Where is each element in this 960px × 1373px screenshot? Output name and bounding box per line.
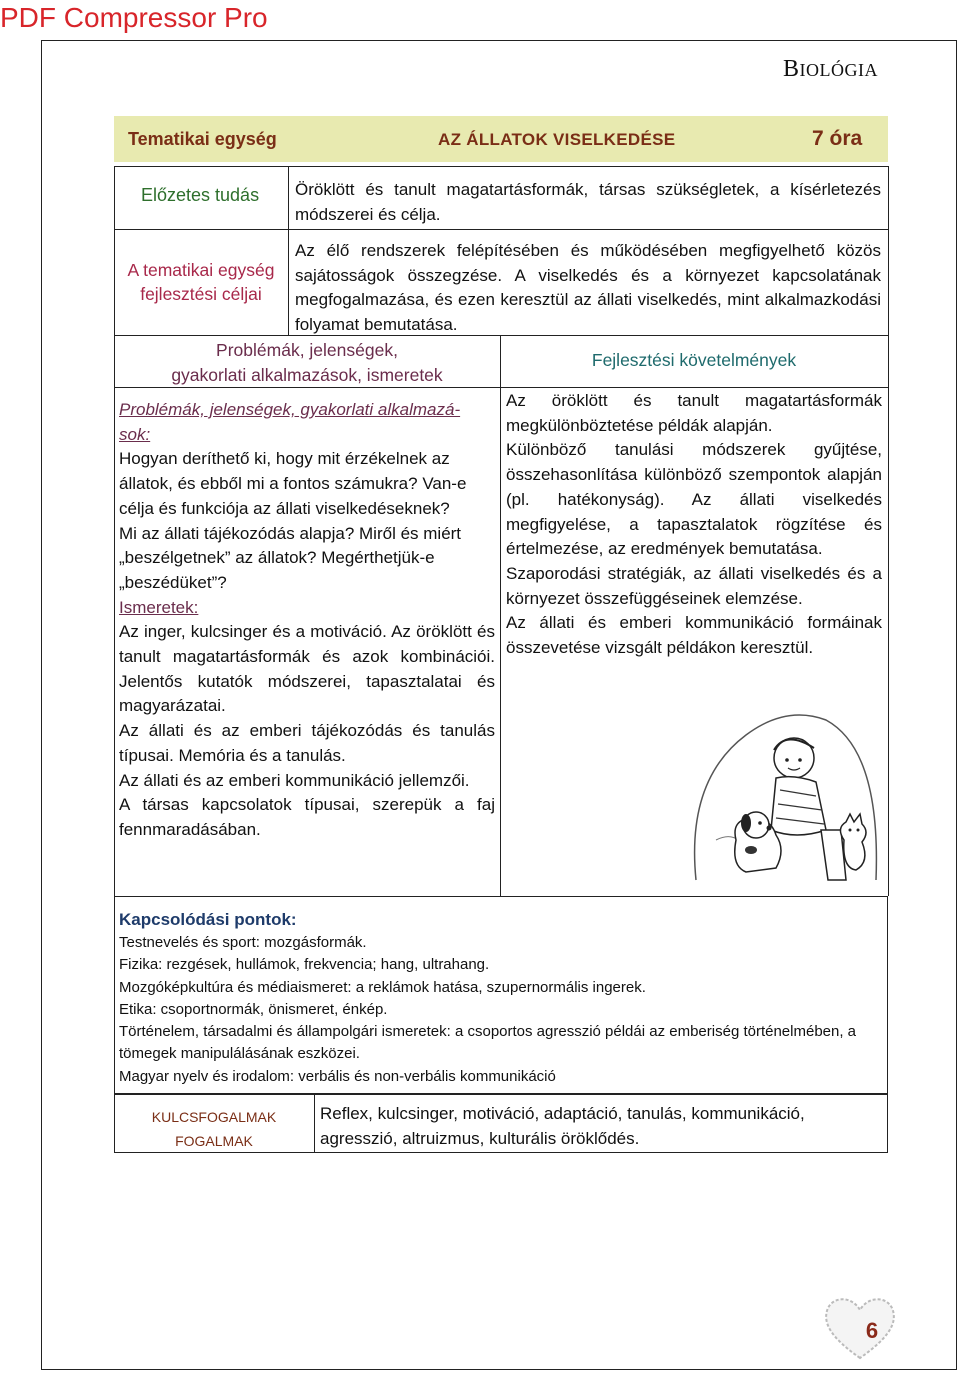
requirement-1: Az öröklött és tanult magatartásformák megkülönböztetése példák alapján. (506, 391, 882, 435)
rule (114, 166, 888, 167)
cat-eye (857, 829, 860, 832)
connection-item: Mozgóképkultúra és médiaismeret: a reklámok hatása, szupernormális ingerek. (119, 978, 646, 996)
knowledge-3: Az állati és az emberi kommunikáció jellemzői. (119, 770, 470, 790)
requirement-2: Különböző tanulási módszerek gyűjtése, összehasonlítása különböző szempontok alapján (pl. hatékonyság). Az állati viselkedés megfigyelése, a tapasztalatok rögzítése és értelmezése, az eredmények bemutatása. (506, 440, 882, 559)
rule (114, 387, 888, 388)
left-header-line1: Problémák, jelenségek, (216, 340, 398, 360)
knowledge-1: Az inger, kulcsinger és a motiváció. Az öröklött és tanult magatartásformák és azok kombinációi. Jelentős kutatók módszerei, tapasztalatai és magyarázatai. (119, 622, 495, 716)
connection-item: Testnevelés és sport: mozgásformák. (119, 934, 367, 951)
prior-knowledge-text: Öröklött és tanult magatartásformák, társas szükségletek, a kísérletezés módszerei és célja. (295, 180, 881, 224)
left-column-header (114, 338, 500, 387)
connection-item: Magyar nyelv és irodalom: verbális és non-verbális kommunikáció (119, 1067, 556, 1085)
goals-label-line2: fejlesztési céljai (140, 284, 262, 304)
requirement-3: Szaporodási stratégiák, az állati viselkedés és a környezet összefüggéseinek elemzése. (506, 563, 882, 608)
child-eye (785, 758, 789, 762)
child-shirt (771, 777, 826, 835)
connections-section (119, 908, 879, 1088)
goals-text: Az élő rendszerek felépítésében és működésében megfigyelhető közös sajátosságok összegzése. A viselkedés és a környezet kapcsolatának megfogalmazása, és ezen keresztül az állati viselkedés, mint alkalmazkodási folyamat bemutatása. (295, 241, 881, 334)
dog-nose (767, 826, 772, 831)
problems-text-2: Mi az állati tájékozódás alapja? Miről és miért „beszélgetnek” az állatok? Megérthetjük-e „beszédüket”? (119, 523, 462, 592)
dog-eye (758, 821, 762, 825)
right-column-body (506, 389, 882, 661)
rule (114, 229, 888, 230)
child-eye (798, 758, 802, 762)
unit-hours: 7 óra (812, 127, 863, 150)
subject-title (783, 56, 878, 83)
unit-title: AZ ÁLLATOK VISELKEDÉSE (438, 130, 676, 149)
rule (314, 1094, 315, 1153)
app-banner: PDF Compressor Pro (0, 2, 268, 33)
rule (500, 335, 501, 896)
knowledge-4: A társas kapcsolatok típusai, szerepük a faj fennmaradásában. (119, 795, 495, 839)
subject-rest: IOLÓGIA (799, 60, 878, 80)
subject-initial: B (783, 56, 800, 82)
prior-knowledge-label: Előzetes tudás (141, 185, 260, 205)
connection-item: Etika: csoportnormák, önismeret, énkép. (119, 1000, 388, 1018)
rule (288, 166, 289, 335)
unit-label: Tematikai egység (128, 129, 277, 149)
requirement-4: Az állati és emberi kommunikáció formáinak összevetése vizsgált példákon keresztül. (506, 613, 882, 658)
child-with-pets-illustration (676, 690, 890, 890)
keywords-text: Reflex, kulcsinger, motiváció, adaptáció, tanulás, kommunikáció, agresszió, altruizmus, kulturális öröklődés. (320, 1104, 805, 1148)
keywords-label-line2: FOGALMAK (175, 1133, 253, 1149)
left-header-line2: gyakorlati alkalmazások, ismeretek (171, 364, 443, 385)
connection-item: Fizika: rezgések, hullámok, frekvencia; hang, ultrahang. (119, 956, 490, 974)
goals-label-line1: A tematikai egység (127, 260, 275, 280)
right-column-header: Fejlesztési követelmények (591, 350, 797, 370)
page-number: 6 (865, 1318, 879, 1343)
knowledge-heading: Ismeretek: (119, 597, 199, 617)
connection-item: Történelem, társadalmi és állampolgári ismeretek: a csoportos agresszió példái az emberiség történelmében, a tömegek manipulálásának eszközei. (119, 1023, 857, 1063)
dog-ear (741, 814, 751, 832)
keywords-label (114, 1105, 314, 1153)
keywords-label-line1: KULCSFOGALMAK (151, 1109, 277, 1125)
left-column-body (119, 398, 495, 843)
dog-spot (745, 846, 757, 854)
problems-text-1: Hogyan deríthető ki, hogy mit érzékelnek az állatok, és ebből mi a fontos számukra? Van-e célja és funkciója az állati viselkedéseknek? (119, 449, 467, 518)
problems-heading: Problémák, jelenségek, gyakorlati alkalmazá- sok: (119, 400, 461, 444)
cat-eye (849, 829, 852, 832)
goals-label (114, 258, 288, 306)
connections-heading: Kapcsolódási pontok: (119, 910, 297, 929)
knowledge-2: Az állati és az emberi tájékozódás és tanulás típusai. Memória és a tanulás. (119, 721, 495, 765)
